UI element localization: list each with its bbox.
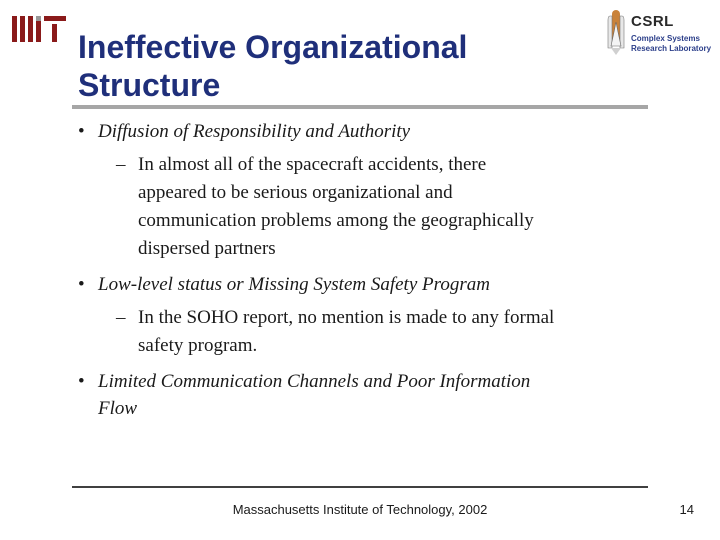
bullet-text: Low-level status or Missing System Safety Program (98, 274, 490, 295)
bullet-marker: • (78, 371, 85, 392)
bullet-line: Flow (98, 398, 138, 419)
footer-text: Massachusetts Institute of Technology, 2002 (232, 502, 488, 517)
sub-bullet-marker: – (116, 307, 126, 328)
sub-bullet-item (78, 151, 658, 263)
bullet-line: Limited Communication Channels and Poor Information (98, 371, 531, 392)
space-shuttle-icon (603, 6, 629, 61)
page-number: 14 (679, 502, 694, 517)
sub-bullet-line: safety program. (138, 335, 258, 356)
title-divider (72, 105, 648, 109)
title-line-2: Structure (78, 67, 221, 103)
footer-divider (72, 486, 648, 488)
csrl-name: CSRL (631, 13, 674, 30)
slide-title (78, 28, 548, 104)
sub-bullet-marker: – (116, 154, 126, 175)
bullet-item (78, 271, 658, 298)
slide-content (78, 118, 658, 422)
csrl-subtitle-line-1: Complex Systems (631, 34, 700, 43)
sub-bullet-item (78, 304, 658, 360)
bullet-marker: • (78, 274, 85, 295)
bullet-text: Diffusion of Responsibility and Authority (98, 121, 411, 142)
sub-bullet-line: dispersed partners (138, 238, 276, 259)
mit-logo-icon (12, 14, 68, 49)
bullet-item (78, 368, 658, 422)
sub-bullet-line: In the SOHO report, no mention is made to any formal (138, 307, 555, 328)
title-line-1: Ineffective Organizational (78, 29, 468, 65)
csrl-subtitle-line-2: Research Laboratory (631, 44, 712, 53)
bullet-item (78, 118, 658, 145)
csrl-logo (603, 6, 715, 56)
bullet-marker: • (78, 121, 85, 142)
sub-bullet-line: In almost all of the spacecraft accidents, there (138, 154, 487, 175)
sub-bullet-line: appeared to be serious organizational and (138, 182, 453, 203)
sub-bullet-line: communication problems among the geographically (138, 210, 534, 231)
